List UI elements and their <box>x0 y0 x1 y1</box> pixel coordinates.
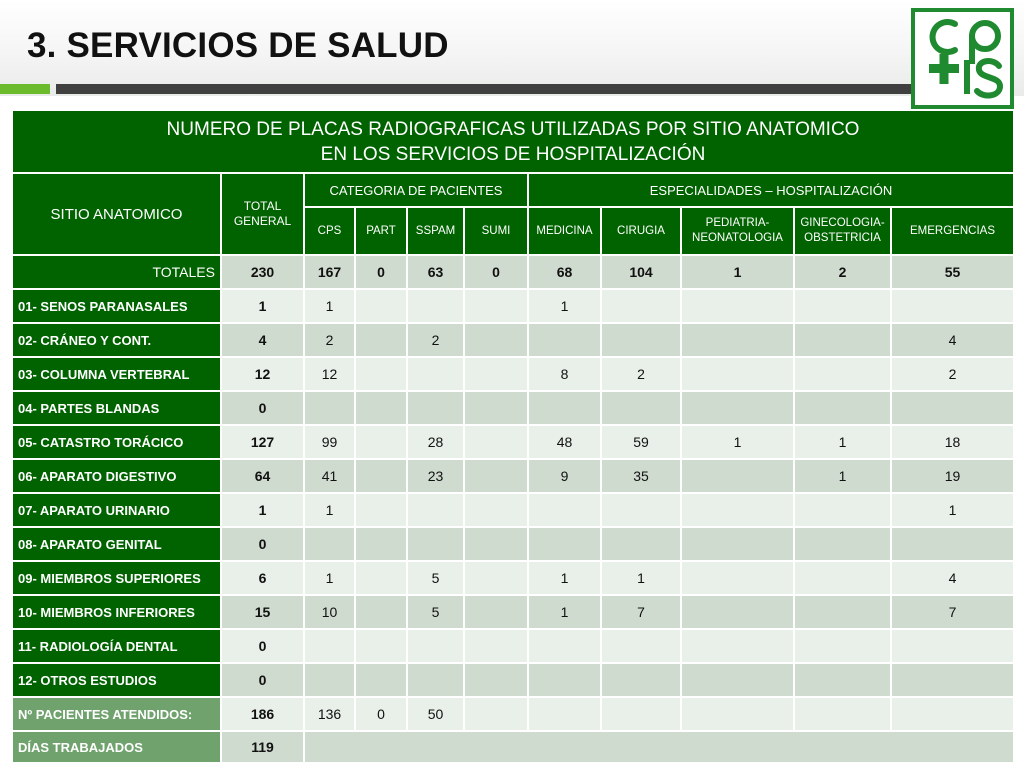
cell-value <box>681 629 794 663</box>
cell-value <box>891 527 1014 561</box>
cell-value <box>794 629 891 663</box>
row-total-value: 64 <box>221 459 304 493</box>
cell-value: 1 <box>304 561 355 595</box>
cell-value <box>464 527 528 561</box>
cell-value: 2 <box>304 323 355 357</box>
cell-value <box>407 391 464 425</box>
cell-value <box>794 527 891 561</box>
cell-value <box>355 459 407 493</box>
totals-value: 167 <box>304 255 355 289</box>
cell-value <box>355 357 407 391</box>
header-divider-bar <box>56 84 914 94</box>
cell-value: 1 <box>304 289 355 323</box>
cell-value <box>464 595 528 629</box>
totals-value: 0 <box>355 255 407 289</box>
sub-header-sspam: SSPAM <box>407 207 464 255</box>
table-title-line2: EN LOS SERVICIOS DE HOSPITALIZACIÓN <box>320 143 706 165</box>
table-row <box>12 459 1014 493</box>
cell-value <box>528 493 601 527</box>
totals-value: 230 <box>221 255 304 289</box>
cell-value: 1 <box>601 561 681 595</box>
table-title-line1: NUMERO DE PLACAS RADIOGRAFICAS UTILIZADAS POR SITIO ANATOMICO <box>166 118 860 140</box>
cell-value: 4 <box>891 323 1014 357</box>
cell-value: 28 <box>407 425 464 459</box>
row-total-value: 0 <box>221 391 304 425</box>
radiography-table <box>11 109 1015 764</box>
cell-value <box>794 595 891 629</box>
cell-value: 1 <box>528 289 601 323</box>
days-row-filler <box>304 731 1014 763</box>
patients-value <box>891 697 1014 731</box>
cell-value: 48 <box>528 425 601 459</box>
cell-value <box>304 391 355 425</box>
cell-value <box>304 527 355 561</box>
cell-value: 1 <box>528 561 601 595</box>
patients-value <box>464 697 528 731</box>
cell-value: 10 <box>304 595 355 629</box>
cell-value: 1 <box>304 493 355 527</box>
cell-value: 59 <box>601 425 681 459</box>
row-label: 03- COLUMNA VERTEBRAL <box>12 357 221 391</box>
cell-value: 4 <box>891 561 1014 595</box>
cell-value <box>355 391 407 425</box>
cell-value <box>464 357 528 391</box>
table-row <box>12 731 1014 763</box>
table-row <box>12 425 1014 459</box>
cell-value <box>528 663 601 697</box>
sub-header-sumi: SUMI <box>464 207 528 255</box>
row-total-value: 6 <box>221 561 304 595</box>
cell-value <box>355 561 407 595</box>
cell-value: 8 <box>528 357 601 391</box>
cell-value <box>464 425 528 459</box>
patients-value <box>528 697 601 731</box>
cell-value <box>794 391 891 425</box>
cell-value <box>407 629 464 663</box>
cell-value: 19 <box>891 459 1014 493</box>
row-label: 09- MIEMBROS SUPERIORES <box>12 561 221 595</box>
row-total-value: 1 <box>221 493 304 527</box>
cell-value <box>355 289 407 323</box>
row-label: 11- RADIOLOGÍA DENTAL <box>12 629 221 663</box>
table-row <box>12 663 1014 697</box>
patients-value: 136 <box>304 697 355 731</box>
cell-value: 7 <box>601 595 681 629</box>
row-total-value: 0 <box>221 663 304 697</box>
row-total-value: 4 <box>221 323 304 357</box>
row-label: 06- APARATO DIGESTIVO <box>12 459 221 493</box>
row-label: 10- MIEMBROS INFERIORES <box>12 595 221 629</box>
totals-value: 63 <box>407 255 464 289</box>
table-row <box>12 561 1014 595</box>
cell-value <box>794 323 891 357</box>
table-row <box>12 255 1014 289</box>
cell-value: 99 <box>304 425 355 459</box>
header-patient-category: CATEGORIA DE PACIENTES <box>304 173 528 207</box>
cell-value <box>304 663 355 697</box>
cell-value <box>355 527 407 561</box>
patients-value <box>681 697 794 731</box>
days-worked-label: DÍAS TRABAJADOS <box>12 731 221 763</box>
patients-value <box>794 697 891 731</box>
cell-value: 7 <box>891 595 1014 629</box>
row-total-value: 1 <box>221 289 304 323</box>
header-specialties: ESPECIALIDADES – HOSPITALIZACIÓN <box>528 173 1014 207</box>
cell-value <box>464 629 528 663</box>
patients-attended-label: Nº PACIENTES ATENDIDOS: <box>12 697 221 731</box>
cell-value <box>528 629 601 663</box>
cell-value <box>681 527 794 561</box>
cell-value <box>464 391 528 425</box>
cell-value <box>681 289 794 323</box>
cell-value: 1 <box>794 425 891 459</box>
cell-value <box>407 357 464 391</box>
cell-value <box>407 663 464 697</box>
cell-value <box>681 561 794 595</box>
row-label: 01- SENOS PARANASALES <box>12 289 221 323</box>
table-row <box>12 323 1014 357</box>
cell-value <box>464 459 528 493</box>
cell-value <box>794 289 891 323</box>
cell-value <box>794 663 891 697</box>
sub-header-part: PART <box>355 207 407 255</box>
page-title: 3. SERVICIOS DE SALUD <box>27 26 449 65</box>
sub-header-emergencias: EMERGENCIAS <box>891 207 1014 255</box>
table-row <box>12 629 1014 663</box>
cell-value: 23 <box>407 459 464 493</box>
cell-value: 1 <box>528 595 601 629</box>
row-total-value: 15 <box>221 595 304 629</box>
cell-value <box>681 493 794 527</box>
cell-value <box>891 289 1014 323</box>
cell-value: 2 <box>407 323 464 357</box>
table-title <box>12 110 1014 173</box>
cell-value: 12 <box>304 357 355 391</box>
cell-value <box>464 323 528 357</box>
cell-value <box>794 357 891 391</box>
cell-value <box>407 289 464 323</box>
cell-value <box>794 561 891 595</box>
cell-value <box>794 493 891 527</box>
cell-value: 18 <box>891 425 1014 459</box>
cell-value: 41 <box>304 459 355 493</box>
table-body <box>12 255 1014 763</box>
sub-header-cps: CPS <box>304 207 355 255</box>
table-row <box>12 493 1014 527</box>
cell-value <box>464 561 528 595</box>
cell-value: 5 <box>407 595 464 629</box>
row-total-value: 12 <box>221 357 304 391</box>
cell-value: 1 <box>891 493 1014 527</box>
table-row <box>12 595 1014 629</box>
row-label: 12- OTROS ESTUDIOS <box>12 663 221 697</box>
cell-value <box>681 357 794 391</box>
cell-value <box>891 391 1014 425</box>
cell-value <box>355 629 407 663</box>
row-total-value: 0 <box>221 527 304 561</box>
cell-value <box>681 323 794 357</box>
row-total-value: 0 <box>221 629 304 663</box>
cell-value <box>355 493 407 527</box>
cell-value: 5 <box>407 561 464 595</box>
patients-value: 0 <box>355 697 407 731</box>
cell-value <box>601 391 681 425</box>
patients-value <box>601 697 681 731</box>
sub-header-ginecologia-obstetricia: GINECOLOGIA-OBSTETRICIA <box>794 207 891 255</box>
totals-value: 68 <box>528 255 601 289</box>
cell-value <box>355 425 407 459</box>
cell-value <box>528 323 601 357</box>
cell-value: 2 <box>601 357 681 391</box>
header-site: SITIO ANATOMICO <box>12 173 221 255</box>
cell-value <box>601 493 681 527</box>
row-label: 02- CRÁNEO Y CONT. <box>12 323 221 357</box>
cell-value <box>681 391 794 425</box>
totals-value: 1 <box>681 255 794 289</box>
cell-value <box>891 629 1014 663</box>
sub-header-cirugia: CIRUGIA <box>601 207 681 255</box>
table-row <box>12 289 1014 323</box>
cell-value: 1 <box>681 425 794 459</box>
cell-value <box>407 493 464 527</box>
totals-value: 104 <box>601 255 681 289</box>
cell-value <box>601 663 681 697</box>
table-row <box>12 357 1014 391</box>
cell-value <box>407 527 464 561</box>
cell-value <box>891 663 1014 697</box>
table-row <box>12 527 1014 561</box>
cell-value <box>601 323 681 357</box>
cell-value <box>601 629 681 663</box>
sub-header-pediatria-neonatologia: PEDIATRIA-NEONATOLOGIA <box>681 207 794 255</box>
sub-header-medicina: MEDICINA <box>528 207 601 255</box>
cell-value <box>528 527 601 561</box>
cell-value <box>355 595 407 629</box>
cell-value <box>601 289 681 323</box>
days-worked-value: 119 <box>221 731 304 763</box>
cell-value <box>464 289 528 323</box>
patients-total-value: 186 <box>221 697 304 731</box>
totals-value: 0 <box>464 255 528 289</box>
totals-value: 2 <box>794 255 891 289</box>
cell-value <box>681 459 794 493</box>
cell-value <box>355 663 407 697</box>
row-label: 07- APARATO URINARIO <box>12 493 221 527</box>
table-row <box>12 697 1014 731</box>
row-label: 04- PARTES BLANDAS <box>12 391 221 425</box>
cell-value <box>304 629 355 663</box>
cps-logo <box>911 8 1014 109</box>
cell-value: 2 <box>891 357 1014 391</box>
header-accent-bar <box>0 84 50 94</box>
cell-value: 9 <box>528 459 601 493</box>
cell-value <box>355 323 407 357</box>
totals-label: TOTALES <box>12 255 221 289</box>
row-label: 05- CATASTRO TORÁCICO <box>12 425 221 459</box>
cell-value <box>464 663 528 697</box>
cell-value: 35 <box>601 459 681 493</box>
cell-value <box>464 493 528 527</box>
row-label: 08- APARATO GENITAL <box>12 527 221 561</box>
row-total-value: 127 <box>221 425 304 459</box>
cell-value: 1 <box>794 459 891 493</box>
header-total: TOTAL GENERAL <box>221 173 304 255</box>
table-row <box>12 391 1014 425</box>
cps-logo-icon <box>915 12 1010 105</box>
cell-value <box>528 391 601 425</box>
cell-value <box>681 663 794 697</box>
totals-value: 55 <box>891 255 1014 289</box>
cell-value <box>601 527 681 561</box>
patients-value: 50 <box>407 697 464 731</box>
cell-value <box>681 595 794 629</box>
